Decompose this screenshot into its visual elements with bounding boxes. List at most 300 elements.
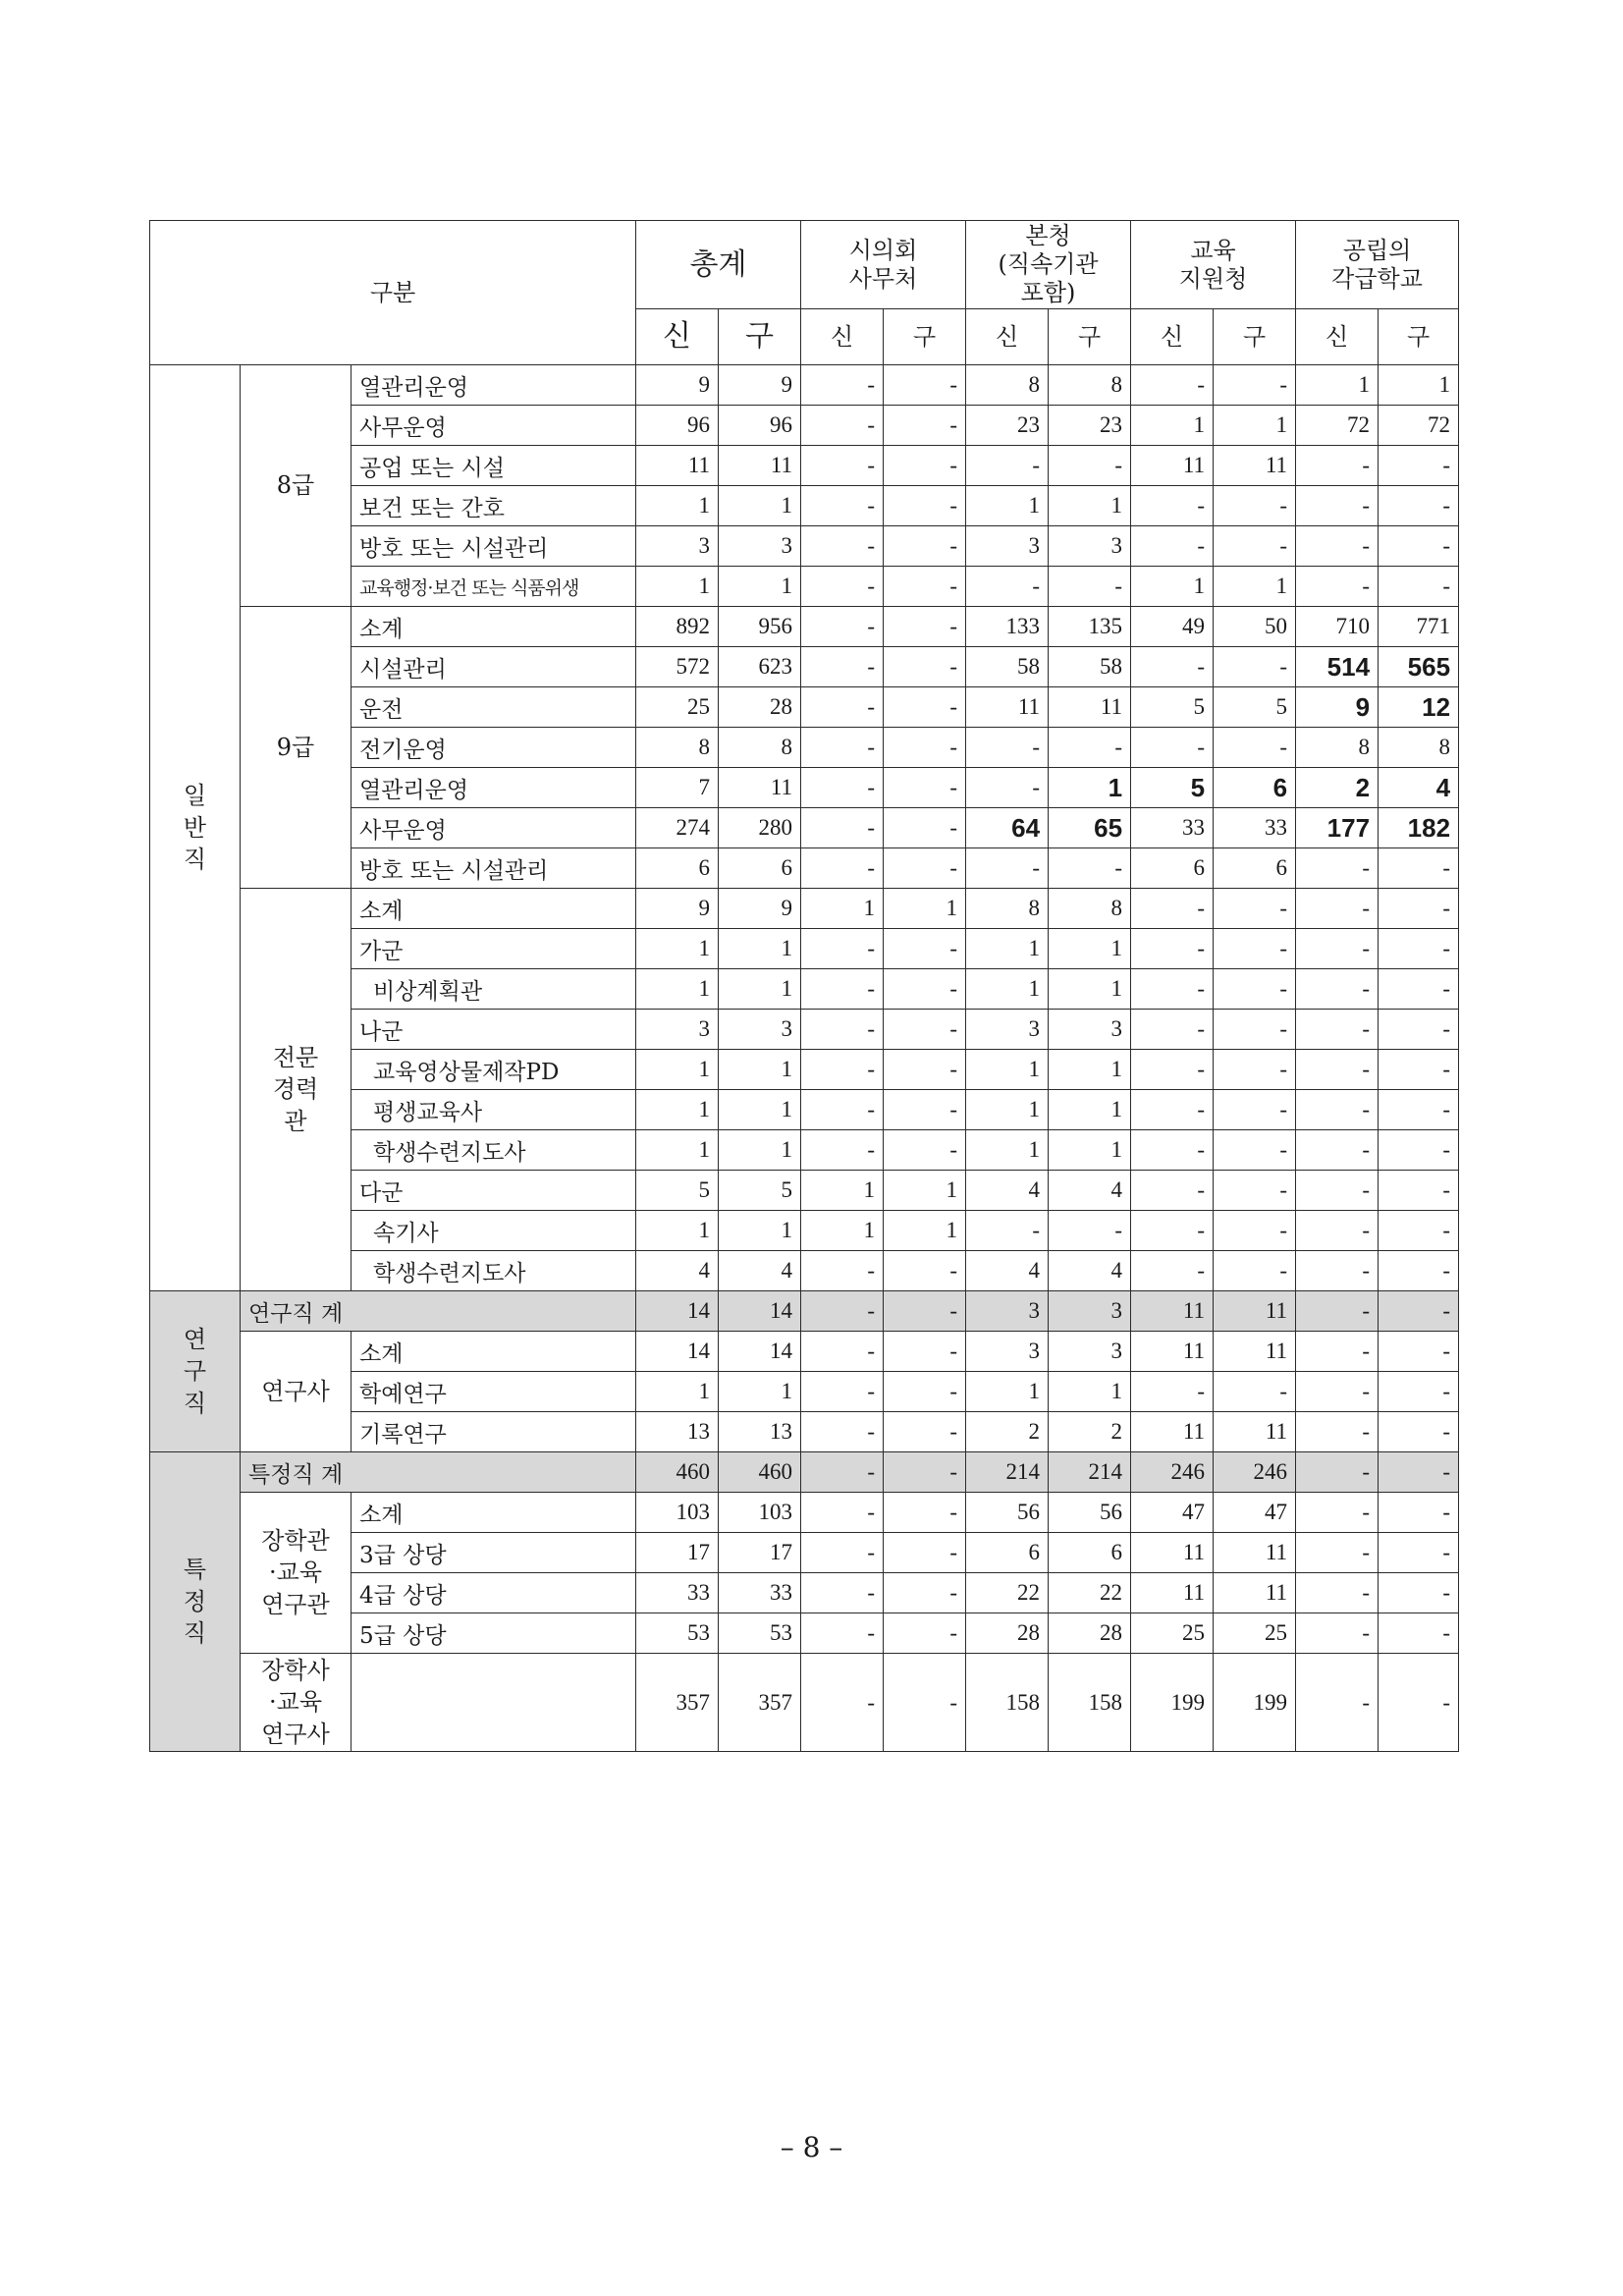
cell-value: - <box>801 1613 884 1654</box>
cell-value: - <box>801 486 884 526</box>
cell-value: - <box>801 1291 884 1332</box>
cell-value: - <box>1214 728 1296 768</box>
cell-value: 1 <box>966 1090 1049 1130</box>
cell-value: 11 <box>1131 1412 1214 1452</box>
cell-value: 3 <box>1049 1332 1131 1372</box>
cell-value: - <box>1214 1130 1296 1171</box>
cell-value: 9 <box>1296 687 1379 728</box>
cell-value: 7 <box>636 768 719 808</box>
cell-value: - <box>1379 486 1459 526</box>
cell-value: - <box>884 1130 966 1171</box>
cell-value: 460 <box>719 1452 801 1493</box>
cell-value: 9 <box>636 889 719 929</box>
cell-value: - <box>1131 526 1214 567</box>
cell-value: - <box>1379 1050 1459 1090</box>
cell-value: 4 <box>1379 768 1459 808</box>
cell-value: - <box>884 446 966 486</box>
cell-value: 1 <box>1049 1090 1131 1130</box>
cell-value: 9 <box>719 365 801 406</box>
row-label <box>352 1654 636 1752</box>
cell-value: 1 <box>966 1130 1049 1171</box>
cell-value: 11 <box>1131 1573 1214 1613</box>
cell-value: 56 <box>966 1493 1049 1533</box>
cell-value: 11 <box>1049 687 1131 728</box>
cell-value: - <box>1296 848 1379 889</box>
row-label: 시설관리 <box>352 647 636 687</box>
group-label: 일 반 직 <box>150 365 241 1291</box>
cell-value: 5 <box>1131 768 1214 808</box>
cell-value: - <box>884 1533 966 1573</box>
cell-value: - <box>1131 1251 1214 1291</box>
cell-value: - <box>801 1493 884 1533</box>
cell-value: 514 <box>1296 647 1379 687</box>
cell-value: 5 <box>1131 687 1214 728</box>
cell-value: 11 <box>1214 1291 1296 1332</box>
cell-value: - <box>1214 969 1296 1010</box>
cell-value: 11 <box>1131 1533 1214 1573</box>
cell-value: 1 <box>636 486 719 526</box>
cell-value: - <box>1379 526 1459 567</box>
subtotal-label: 특정직 계 <box>241 1452 636 1493</box>
cell-value: 3 <box>966 1291 1049 1332</box>
cell-value: 3 <box>966 1010 1049 1050</box>
cell-value: 47 <box>1131 1493 1214 1533</box>
cell-value: 103 <box>636 1493 719 1533</box>
cell-value: - <box>1131 365 1214 406</box>
cell-value: - <box>1131 969 1214 1010</box>
cell-value: 771 <box>1379 607 1459 647</box>
staff-quota-table <box>149 220 1459 1752</box>
cell-value: - <box>884 1010 966 1050</box>
cell-value: - <box>1379 969 1459 1010</box>
header-new: 신 <box>1131 309 1214 365</box>
cell-value: 50 <box>1214 607 1296 647</box>
cell-value: 72 <box>1296 406 1379 446</box>
cell-value: - <box>884 486 966 526</box>
cell-value: - <box>884 1291 966 1332</box>
cell-value: - <box>1296 1291 1379 1332</box>
cell-value: 1 <box>719 567 801 607</box>
header-old: 구 <box>884 309 966 365</box>
cell-value: 53 <box>719 1613 801 1654</box>
cell-value: - <box>1379 1493 1459 1533</box>
cell-value: 11 <box>1131 1291 1214 1332</box>
cell-value: 1 <box>966 1372 1049 1412</box>
cell-value: 12 <box>1379 687 1459 728</box>
cell-value: - <box>801 1332 884 1372</box>
row-label: 사무운영 <box>352 406 636 446</box>
cell-value: 1 <box>966 1050 1049 1090</box>
cell-value: - <box>801 406 884 446</box>
header-category: 구분 <box>150 221 636 365</box>
cell-value: - <box>1379 848 1459 889</box>
header-support-office: 교육 지원청 <box>1131 221 1296 309</box>
cell-value: - <box>1131 728 1214 768</box>
row-label: 다군 <box>352 1171 636 1211</box>
cell-value: - <box>1296 1613 1379 1654</box>
cell-value: 357 <box>719 1654 801 1752</box>
cell-value: 9 <box>636 365 719 406</box>
cell-value: - <box>1379 446 1459 486</box>
cell-value: 6 <box>1049 1533 1131 1573</box>
cell-value: 3 <box>1049 1010 1131 1050</box>
cell-value: 1 <box>636 1372 719 1412</box>
cell-value: - <box>1296 1211 1379 1251</box>
cell-value: 246 <box>1131 1452 1214 1493</box>
cell-value: - <box>884 1251 966 1291</box>
cell-value: 460 <box>636 1452 719 1493</box>
cell-value: 14 <box>636 1332 719 1372</box>
cell-value: - <box>1214 1171 1296 1211</box>
cell-value: - <box>801 526 884 567</box>
cell-value: 5 <box>636 1171 719 1211</box>
cell-value: 11 <box>1131 446 1214 486</box>
cell-value: 274 <box>636 808 719 848</box>
cell-value: - <box>966 728 1049 768</box>
table-row <box>150 365 1459 406</box>
cell-value: 3 <box>966 526 1049 567</box>
cell-value: 1 <box>884 1211 966 1251</box>
cell-value: 58 <box>1049 647 1131 687</box>
table-row <box>150 1654 1459 1752</box>
cell-value: 1 <box>1049 969 1131 1010</box>
cell-value: 2 <box>1296 768 1379 808</box>
row-label: 소계 <box>352 1332 636 1372</box>
cell-value: - <box>801 1452 884 1493</box>
cell-value: 1 <box>719 1372 801 1412</box>
header-main-office: 본청 (직속기관 포함) <box>966 221 1131 309</box>
row-label: 소계 <box>352 889 636 929</box>
cell-value: 23 <box>966 406 1049 446</box>
cell-value: 8 <box>966 365 1049 406</box>
row-label: 평생교육사 <box>352 1090 636 1130</box>
cell-value: - <box>801 1130 884 1171</box>
cell-value: - <box>1296 1654 1379 1752</box>
cell-value: - <box>1214 365 1296 406</box>
cell-value: 1 <box>801 889 884 929</box>
cell-value: - <box>801 1050 884 1090</box>
header-council: 시의회 사무처 <box>801 221 966 309</box>
cell-value: - <box>801 1090 884 1130</box>
cell-value: - <box>1379 1130 1459 1171</box>
grade-label: 전문 경력 관 <box>241 889 352 1291</box>
cell-value: 3 <box>719 526 801 567</box>
cell-value: 14 <box>719 1332 801 1372</box>
cell-value: - <box>1131 1010 1214 1050</box>
cell-value: - <box>966 446 1049 486</box>
cell-value: 11 <box>1214 1573 1296 1613</box>
row-label: 방호 또는 시설관리 <box>352 848 636 889</box>
cell-value: 1 <box>636 1050 719 1090</box>
cell-value: 1 <box>1049 1130 1131 1171</box>
row-label: 학생수련지도사 <box>352 1251 636 1291</box>
cell-value: 28 <box>719 687 801 728</box>
cell-value: 28 <box>1049 1613 1131 1654</box>
cell-value: 280 <box>719 808 801 848</box>
row-label: 소계 <box>352 1493 636 1533</box>
cell-value: 1 <box>1049 1050 1131 1090</box>
cell-value: - <box>801 848 884 889</box>
cell-value: - <box>1296 1573 1379 1613</box>
row-label: 학예연구 <box>352 1372 636 1412</box>
cell-value: - <box>1379 1010 1459 1050</box>
cell-value: 25 <box>1214 1613 1296 1654</box>
cell-value: 22 <box>966 1573 1049 1613</box>
cell-value: 158 <box>1049 1654 1131 1752</box>
cell-value: 182 <box>1379 808 1459 848</box>
cell-value: - <box>1049 848 1131 889</box>
cell-value: - <box>801 808 884 848</box>
cell-value: 1 <box>719 486 801 526</box>
cell-value: - <box>1296 1090 1379 1130</box>
header-old: 구 <box>1379 309 1459 365</box>
cell-value: 246 <box>1214 1452 1296 1493</box>
cell-value: - <box>1214 1211 1296 1251</box>
cell-value: 33 <box>719 1573 801 1613</box>
cell-value: - <box>1214 1372 1296 1412</box>
group-label: 특 정 직 <box>150 1452 241 1752</box>
cell-value: - <box>1296 969 1379 1010</box>
cell-value: 6 <box>719 848 801 889</box>
cell-value: - <box>884 406 966 446</box>
cell-value: 17 <box>719 1533 801 1573</box>
cell-value: - <box>1214 526 1296 567</box>
cell-value: 11 <box>1214 1332 1296 1372</box>
cell-value: - <box>1131 1090 1214 1130</box>
grade-label: 장학관 ·교육 연구관 <box>241 1493 352 1654</box>
cell-value: - <box>884 1654 966 1752</box>
cell-value: 1 <box>636 969 719 1010</box>
cell-value: - <box>884 808 966 848</box>
row-label: 교육영상물제작PD <box>352 1050 636 1090</box>
cell-value: 56 <box>1049 1493 1131 1533</box>
cell-value: 8 <box>1049 889 1131 929</box>
cell-value: - <box>884 1573 966 1613</box>
cell-value: 11 <box>636 446 719 486</box>
cell-value: - <box>1296 1493 1379 1533</box>
cell-value: 956 <box>719 607 801 647</box>
cell-value: 1 <box>1379 365 1459 406</box>
cell-value: - <box>1379 1533 1459 1573</box>
cell-value: 33 <box>1214 808 1296 848</box>
cell-value: 8 <box>966 889 1049 929</box>
cell-value: 28 <box>966 1613 1049 1654</box>
cell-value: - <box>1296 567 1379 607</box>
cell-value: 96 <box>636 406 719 446</box>
cell-value: 1 <box>1214 406 1296 446</box>
table-row <box>150 1452 1459 1493</box>
cell-value: - <box>1296 1332 1379 1372</box>
cell-value: - <box>884 969 966 1010</box>
cell-value: 3 <box>636 1010 719 1050</box>
cell-value: - <box>801 1533 884 1573</box>
cell-value: - <box>884 1050 966 1090</box>
cell-value: - <box>1131 1211 1214 1251</box>
cell-value: 6 <box>636 848 719 889</box>
grade-label: 장학사 ·교육 연구사 <box>241 1654 352 1752</box>
cell-value: 6 <box>1131 848 1214 889</box>
cell-value: - <box>1296 1050 1379 1090</box>
cell-value: 11 <box>719 446 801 486</box>
cell-value: - <box>1296 446 1379 486</box>
cell-value: - <box>1379 1291 1459 1332</box>
row-label: 학생수련지도사 <box>352 1130 636 1171</box>
cell-value: 1 <box>1214 567 1296 607</box>
cell-value: - <box>1296 526 1379 567</box>
table-row <box>150 607 1459 647</box>
grade-label: 9급 <box>241 607 352 889</box>
cell-value: - <box>884 1332 966 1372</box>
header-total: 총계 <box>636 221 801 309</box>
cell-value: - <box>1214 1251 1296 1291</box>
grade-label: 연구사 <box>241 1332 352 1452</box>
cell-value: - <box>884 567 966 607</box>
cell-value: 1 <box>719 1090 801 1130</box>
header-new: 신 <box>1296 309 1379 365</box>
cell-value: - <box>1296 1452 1379 1493</box>
cell-value: - <box>1296 1171 1379 1211</box>
cell-value: - <box>884 526 966 567</box>
cell-value: 3 <box>1049 1291 1131 1332</box>
cell-value: - <box>884 728 966 768</box>
cell-value: 25 <box>1131 1613 1214 1654</box>
cell-value: 1 <box>801 1171 884 1211</box>
cell-value: 1 <box>636 1090 719 1130</box>
cell-value: 357 <box>636 1654 719 1752</box>
cell-value: - <box>1214 486 1296 526</box>
row-label: 속기사 <box>352 1211 636 1251</box>
cell-value: - <box>1379 1090 1459 1130</box>
cell-value: - <box>1296 1010 1379 1050</box>
cell-value: - <box>801 768 884 808</box>
cell-value: - <box>801 1412 884 1452</box>
cell-value: - <box>1296 929 1379 969</box>
row-label: 방호 또는 시설관리 <box>352 526 636 567</box>
cell-value: - <box>1379 1654 1459 1752</box>
cell-value: 199 <box>1131 1654 1214 1752</box>
subtotal-label: 연구직 계 <box>241 1291 636 1332</box>
row-label: 3급 상당 <box>352 1533 636 1573</box>
cell-value: - <box>884 1412 966 1452</box>
cell-value: 8 <box>719 728 801 768</box>
cell-value: - <box>1131 1050 1214 1090</box>
cell-value: 65 <box>1049 808 1131 848</box>
table-row <box>150 889 1459 929</box>
cell-value: - <box>1379 929 1459 969</box>
cell-value: 133 <box>966 607 1049 647</box>
cell-value: - <box>1379 1332 1459 1372</box>
cell-value: 1 <box>1049 768 1131 808</box>
cell-value: 11 <box>1214 1533 1296 1573</box>
cell-value: 13 <box>636 1412 719 1452</box>
row-label: 운전 <box>352 687 636 728</box>
cell-value: 1 <box>966 929 1049 969</box>
cell-value: 8 <box>1296 728 1379 768</box>
cell-value: - <box>1131 1130 1214 1171</box>
cell-value: - <box>966 567 1049 607</box>
cell-value: - <box>801 1010 884 1050</box>
cell-value: 1 <box>719 1130 801 1171</box>
cell-value: - <box>1296 486 1379 526</box>
cell-value: - <box>884 1452 966 1493</box>
cell-value: - <box>801 1251 884 1291</box>
cell-value: 3 <box>636 526 719 567</box>
cell-value: - <box>884 1613 966 1654</box>
cell-value: 214 <box>966 1452 1049 1493</box>
cell-value: - <box>884 848 966 889</box>
cell-value: - <box>884 607 966 647</box>
cell-value: 892 <box>636 607 719 647</box>
cell-value: - <box>884 1372 966 1412</box>
cell-value: 22 <box>1049 1573 1131 1613</box>
cell-value: - <box>1214 1050 1296 1090</box>
cell-value: 25 <box>636 687 719 728</box>
header-schools: 공립의 각급학교 <box>1296 221 1459 309</box>
row-label: 전기운영 <box>352 728 636 768</box>
cell-value: - <box>801 446 884 486</box>
cell-value: - <box>966 848 1049 889</box>
cell-value: - <box>801 1372 884 1412</box>
cell-value: 1 <box>636 1130 719 1171</box>
cell-value: - <box>801 1573 884 1613</box>
cell-value: 11 <box>966 687 1049 728</box>
cell-value: - <box>1049 728 1131 768</box>
row-label: 공업 또는 시설 <box>352 446 636 486</box>
cell-value: - <box>1379 567 1459 607</box>
cell-value: - <box>801 929 884 969</box>
cell-value: 214 <box>1049 1452 1131 1493</box>
row-label: 보건 또는 간호 <box>352 486 636 526</box>
row-label: 5급 상당 <box>352 1613 636 1654</box>
cell-value: 1 <box>966 486 1049 526</box>
cell-value: 6 <box>1214 768 1296 808</box>
table-row <box>150 1291 1459 1332</box>
cell-value: - <box>1379 1613 1459 1654</box>
cell-value: 5 <box>719 1171 801 1211</box>
header-old: 구 <box>1214 309 1296 365</box>
cell-value: - <box>801 607 884 647</box>
table-row <box>150 1332 1459 1372</box>
cell-value: 8 <box>1049 365 1131 406</box>
cell-value: 4 <box>966 1171 1049 1211</box>
row-label: 열관리운영 <box>352 365 636 406</box>
cell-value: 1 <box>1131 406 1214 446</box>
cell-value: - <box>1296 1372 1379 1412</box>
cell-value: - <box>801 687 884 728</box>
cell-value: - <box>1379 1372 1459 1412</box>
cell-value: - <box>884 768 966 808</box>
cell-value: 1 <box>719 969 801 1010</box>
cell-value: 6 <box>966 1533 1049 1573</box>
cell-value: 1 <box>801 1211 884 1251</box>
cell-value: 1 <box>636 929 719 969</box>
cell-value: 8 <box>1379 728 1459 768</box>
cell-value: - <box>1296 1251 1379 1291</box>
cell-value: 17 <box>636 1533 719 1573</box>
cell-value: - <box>1379 1251 1459 1291</box>
cell-value: - <box>884 929 966 969</box>
cell-value: 11 <box>719 768 801 808</box>
cell-value: - <box>1131 1171 1214 1211</box>
cell-value: - <box>801 567 884 607</box>
cell-value: 33 <box>1131 808 1214 848</box>
cell-value: 623 <box>719 647 801 687</box>
cell-value: 5 <box>1214 687 1296 728</box>
cell-value: 14 <box>719 1291 801 1332</box>
cell-value: 1 <box>1049 486 1131 526</box>
cell-value: - <box>1131 486 1214 526</box>
cell-value: 1 <box>719 1211 801 1251</box>
